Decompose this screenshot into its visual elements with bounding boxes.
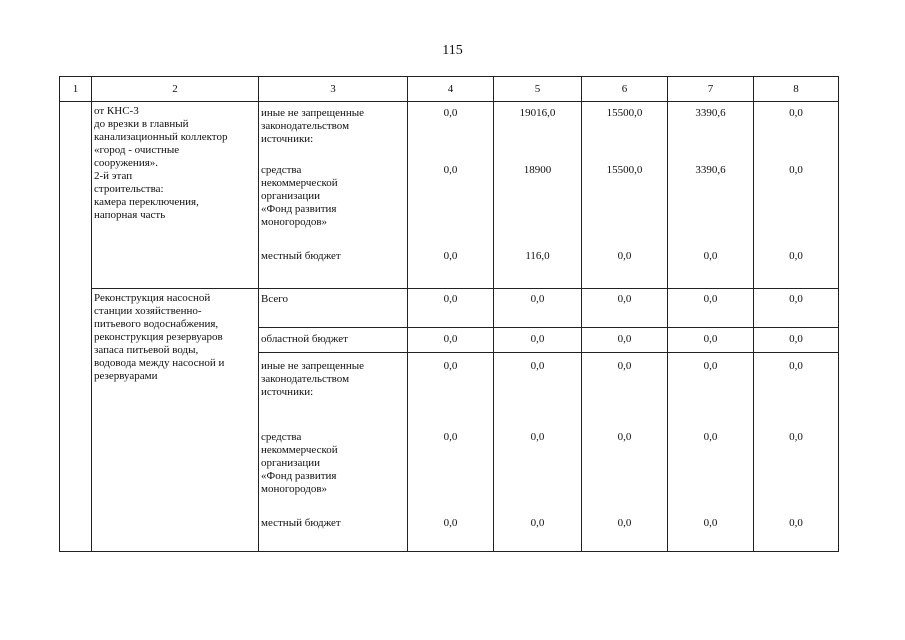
name-line: запаса питьевой воды,	[94, 344, 199, 356]
value: 15500,0	[606, 164, 643, 176]
value: 18900	[523, 164, 552, 176]
value: 0,0	[789, 360, 803, 372]
table-row	[60, 289, 839, 328]
value-cell	[494, 289, 582, 328]
value: 0,0	[789, 293, 803, 305]
name-line: Реконструкция насосной	[94, 292, 211, 304]
value: 0,0	[443, 107, 458, 119]
name-line: резервуарами	[94, 370, 158, 382]
value: 0,0	[789, 107, 803, 119]
value: 0,0	[789, 164, 803, 176]
object-name-cell	[92, 289, 259, 552]
value: 3390,6	[695, 107, 726, 119]
value-cell	[582, 353, 668, 552]
source-line: источники:	[261, 133, 314, 145]
name-line: строительства:	[94, 183, 164, 195]
value: 0,0	[789, 250, 803, 262]
header-cell: 6	[582, 77, 668, 102]
value: 19016,0	[519, 107, 556, 119]
value-cell	[494, 102, 582, 289]
source-line: областной бюджет	[261, 333, 348, 345]
value-cell	[408, 102, 494, 289]
value-cell	[494, 353, 582, 552]
source-line: средства	[261, 431, 302, 443]
header-cell: 4	[408, 77, 494, 102]
source-line: Всего	[261, 293, 288, 305]
header-cell: 8	[754, 77, 839, 102]
name-line: канализационный коллектор	[94, 131, 228, 143]
source-cell	[259, 328, 408, 353]
value-cell	[754, 102, 839, 289]
source-line: законодательством	[261, 120, 350, 132]
source-line: законодательством	[261, 373, 350, 385]
value: 0,0	[703, 293, 718, 305]
value: 0,0	[443, 250, 458, 262]
value-cell	[754, 353, 839, 552]
value-cell	[668, 328, 754, 353]
value: 0,0	[443, 333, 458, 345]
value-cell	[668, 353, 754, 552]
value: 0,0	[703, 250, 718, 262]
name-line: водовода между насосной и	[94, 357, 225, 369]
index-cell	[60, 102, 92, 552]
value: 0,0	[530, 293, 545, 305]
source-cell	[259, 102, 408, 289]
name-line: питьевого водоснабжения,	[94, 318, 219, 330]
value: 0,0	[443, 431, 458, 443]
source-line: «Фонд развития	[261, 203, 337, 215]
source-line: иные не запрещенные	[261, 360, 365, 372]
source-line: моногородов»	[261, 216, 328, 228]
value-cell	[582, 289, 668, 328]
source-line: средства	[261, 164, 302, 176]
value: 0,0	[530, 360, 545, 372]
value: 0,0	[443, 293, 458, 305]
value-cell	[494, 328, 582, 353]
value-cell	[408, 353, 494, 552]
value: 0,0	[530, 431, 545, 443]
value: 0,0	[443, 164, 458, 176]
value-cell	[582, 102, 668, 289]
header-cell: 1	[60, 77, 92, 102]
value-cell	[668, 289, 754, 328]
source-line: некоммерческой	[261, 177, 338, 189]
value: 0,0	[443, 517, 458, 529]
name-line: от КНС-3	[94, 105, 139, 117]
header-cell: 5	[494, 77, 582, 102]
object-name-cell	[92, 102, 259, 289]
value: 15500,0	[606, 107, 643, 119]
source-line: «Фонд развития	[261, 470, 337, 482]
name-line: напорная часть	[94, 209, 166, 221]
value: 0,0	[617, 517, 632, 529]
value-cell	[408, 289, 494, 328]
table-row	[60, 102, 839, 289]
value-cell	[408, 328, 494, 353]
name-line: сооружения».	[94, 157, 159, 169]
source-cell	[259, 289, 408, 328]
value: 0,0	[530, 333, 545, 345]
value: 0,0	[617, 431, 632, 443]
header-row	[60, 77, 839, 102]
value: 3390,6	[695, 164, 726, 176]
value: 0,0	[530, 517, 545, 529]
budget-table	[59, 76, 839, 552]
source-line: моногородов»	[261, 483, 328, 495]
value-cell	[754, 328, 839, 353]
name-line: 2-й этап	[94, 170, 133, 182]
page-number: 115	[442, 43, 463, 58]
value-cell	[754, 289, 839, 328]
value: 0,0	[703, 333, 718, 345]
value: 0,0	[617, 360, 632, 372]
source-line: источники:	[261, 386, 314, 398]
value-cell	[582, 328, 668, 353]
value: 0,0	[789, 517, 803, 529]
source-line: некоммерческой	[261, 444, 338, 456]
source-line: иные не запрещенные	[261, 107, 365, 119]
name-line: камера переключения,	[94, 196, 199, 208]
source-line: местный бюджет	[261, 517, 341, 529]
source-cell	[259, 353, 408, 552]
value: 0,0	[703, 517, 718, 529]
name-line: реконструкция резервуаров	[94, 331, 223, 343]
source-line: организации	[261, 190, 321, 202]
value: 0,0	[617, 250, 632, 262]
header-cell: 3	[259, 77, 408, 102]
value-cell	[668, 102, 754, 289]
value: 116,0	[525, 250, 550, 262]
name-line: станции хозяйственно-	[94, 305, 202, 317]
value: 0,0	[443, 360, 458, 372]
value: 0,0	[703, 431, 718, 443]
source-line: организации	[261, 457, 321, 469]
value: 0,0	[617, 293, 632, 305]
header-cell: 2	[92, 77, 259, 102]
name-line: до врезки в главный	[94, 118, 189, 130]
value: 0,0	[789, 431, 803, 443]
value: 0,0	[703, 360, 718, 372]
header-cell: 7	[668, 77, 754, 102]
name-line: «город - очистные	[94, 144, 180, 156]
source-line: местный бюджет	[261, 250, 341, 262]
value: 0,0	[789, 333, 803, 345]
value: 0,0	[617, 333, 632, 345]
